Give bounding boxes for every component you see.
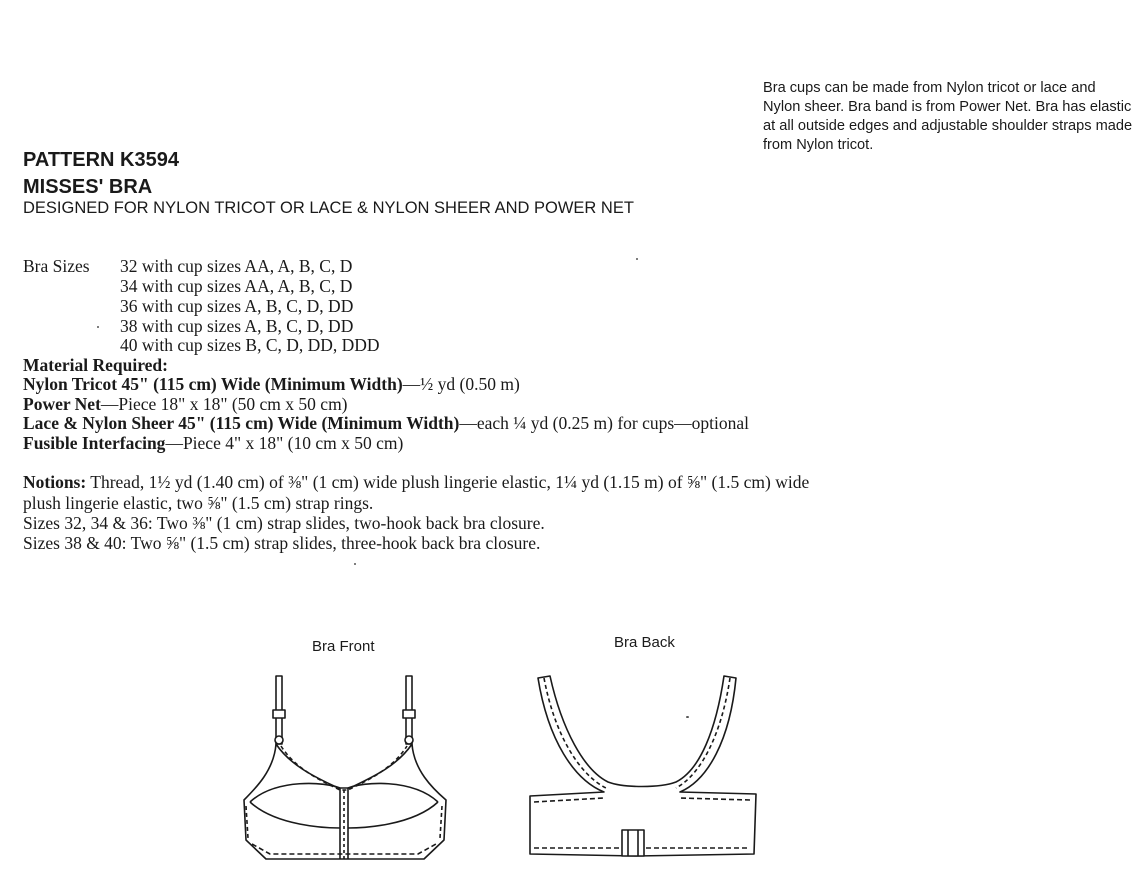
bra-back-caption: Bra Back [614, 634, 675, 651]
material-name: Power Net [23, 394, 101, 414]
sizes-label: Bra Sizes [23, 256, 90, 276]
pattern-description: DESIGNED FOR NYLON TRICOT OR LACE & NYLON SHEER AND POWER NET [23, 199, 634, 217]
notions-line: plush lingerie elastic, two ⅝" (1.5 cm) strap rings. [23, 493, 374, 513]
material-item [23, 374, 520, 395]
pattern-title: MISSES' BRA [23, 176, 153, 198]
pattern-number: PATTERN K3594 [23, 149, 179, 171]
material-detail: —Piece 4" x 18" (10 cm x 50 cm) [165, 433, 404, 453]
bra-back-illustration [524, 670, 760, 870]
size-row: 40 with cup sizes B, C, D, DD, DDD [120, 335, 380, 355]
size-row: 38 with cup sizes A, B, C, D, DD [120, 316, 354, 336]
material-item [23, 433, 403, 454]
material-detail: —Piece 18" x 18" (50 cm x 50 cm) [100, 394, 348, 414]
size-row: 36 with cup sizes A, B, C, D, DD [120, 296, 354, 316]
materials-heading: Material Required: [23, 355, 168, 375]
size-row: 32 with cup sizes AA, A, B, C, D [120, 256, 353, 276]
size-row: 34 with cup sizes AA, A, B, C, D [120, 276, 353, 296]
scan-speck [636, 258, 638, 260]
material-name: Nylon Tricot 45" (115 cm) Wide (Minimum Width) [23, 374, 403, 394]
material-name: Fusible Interfacing [23, 433, 166, 453]
material-item [23, 394, 348, 415]
material-name: Lace & Nylon Sheer 45" (115 cm) Wide (Minimum Width) [23, 413, 460, 433]
material-detail: —½ yd (0.50 m) [402, 374, 520, 394]
notions-line: Notions: Thread, 1½ yd (1.40 cm) of ⅜" (1 cm) wide plush lingerie elastic, 1¼ yd (1.15 m) of ⅝" (1.5 cm) wide [23, 472, 810, 492]
intro-paragraph: Bra cups can be made from Nylon tricot or lace and Nylon sheer. Bra band is from Power Net. Bra has elastic at all outside edges and adjustable shoulder straps made from Nylon tricot. [763, 80, 1133, 153]
bra-front-illustration [236, 670, 456, 870]
notions-line: Sizes 38 & 40: Two ⅝" (1.5 cm) strap slides, three-hook back bra closure. [23, 533, 541, 553]
bra-front-caption: Bra Front [312, 638, 375, 655]
scan-speck [97, 326, 99, 328]
material-detail: —each ¼ yd (0.25 m) for cups—optional [459, 413, 750, 433]
material-item [23, 413, 749, 434]
scan-speck [686, 716, 689, 718]
scan-speck [354, 563, 356, 565]
notions-label: Notions: [23, 472, 87, 492]
notions-line: Sizes 32, 34 & 36: Two ⅜" (1 cm) strap slides, two-hook back bra closure. [23, 513, 545, 533]
